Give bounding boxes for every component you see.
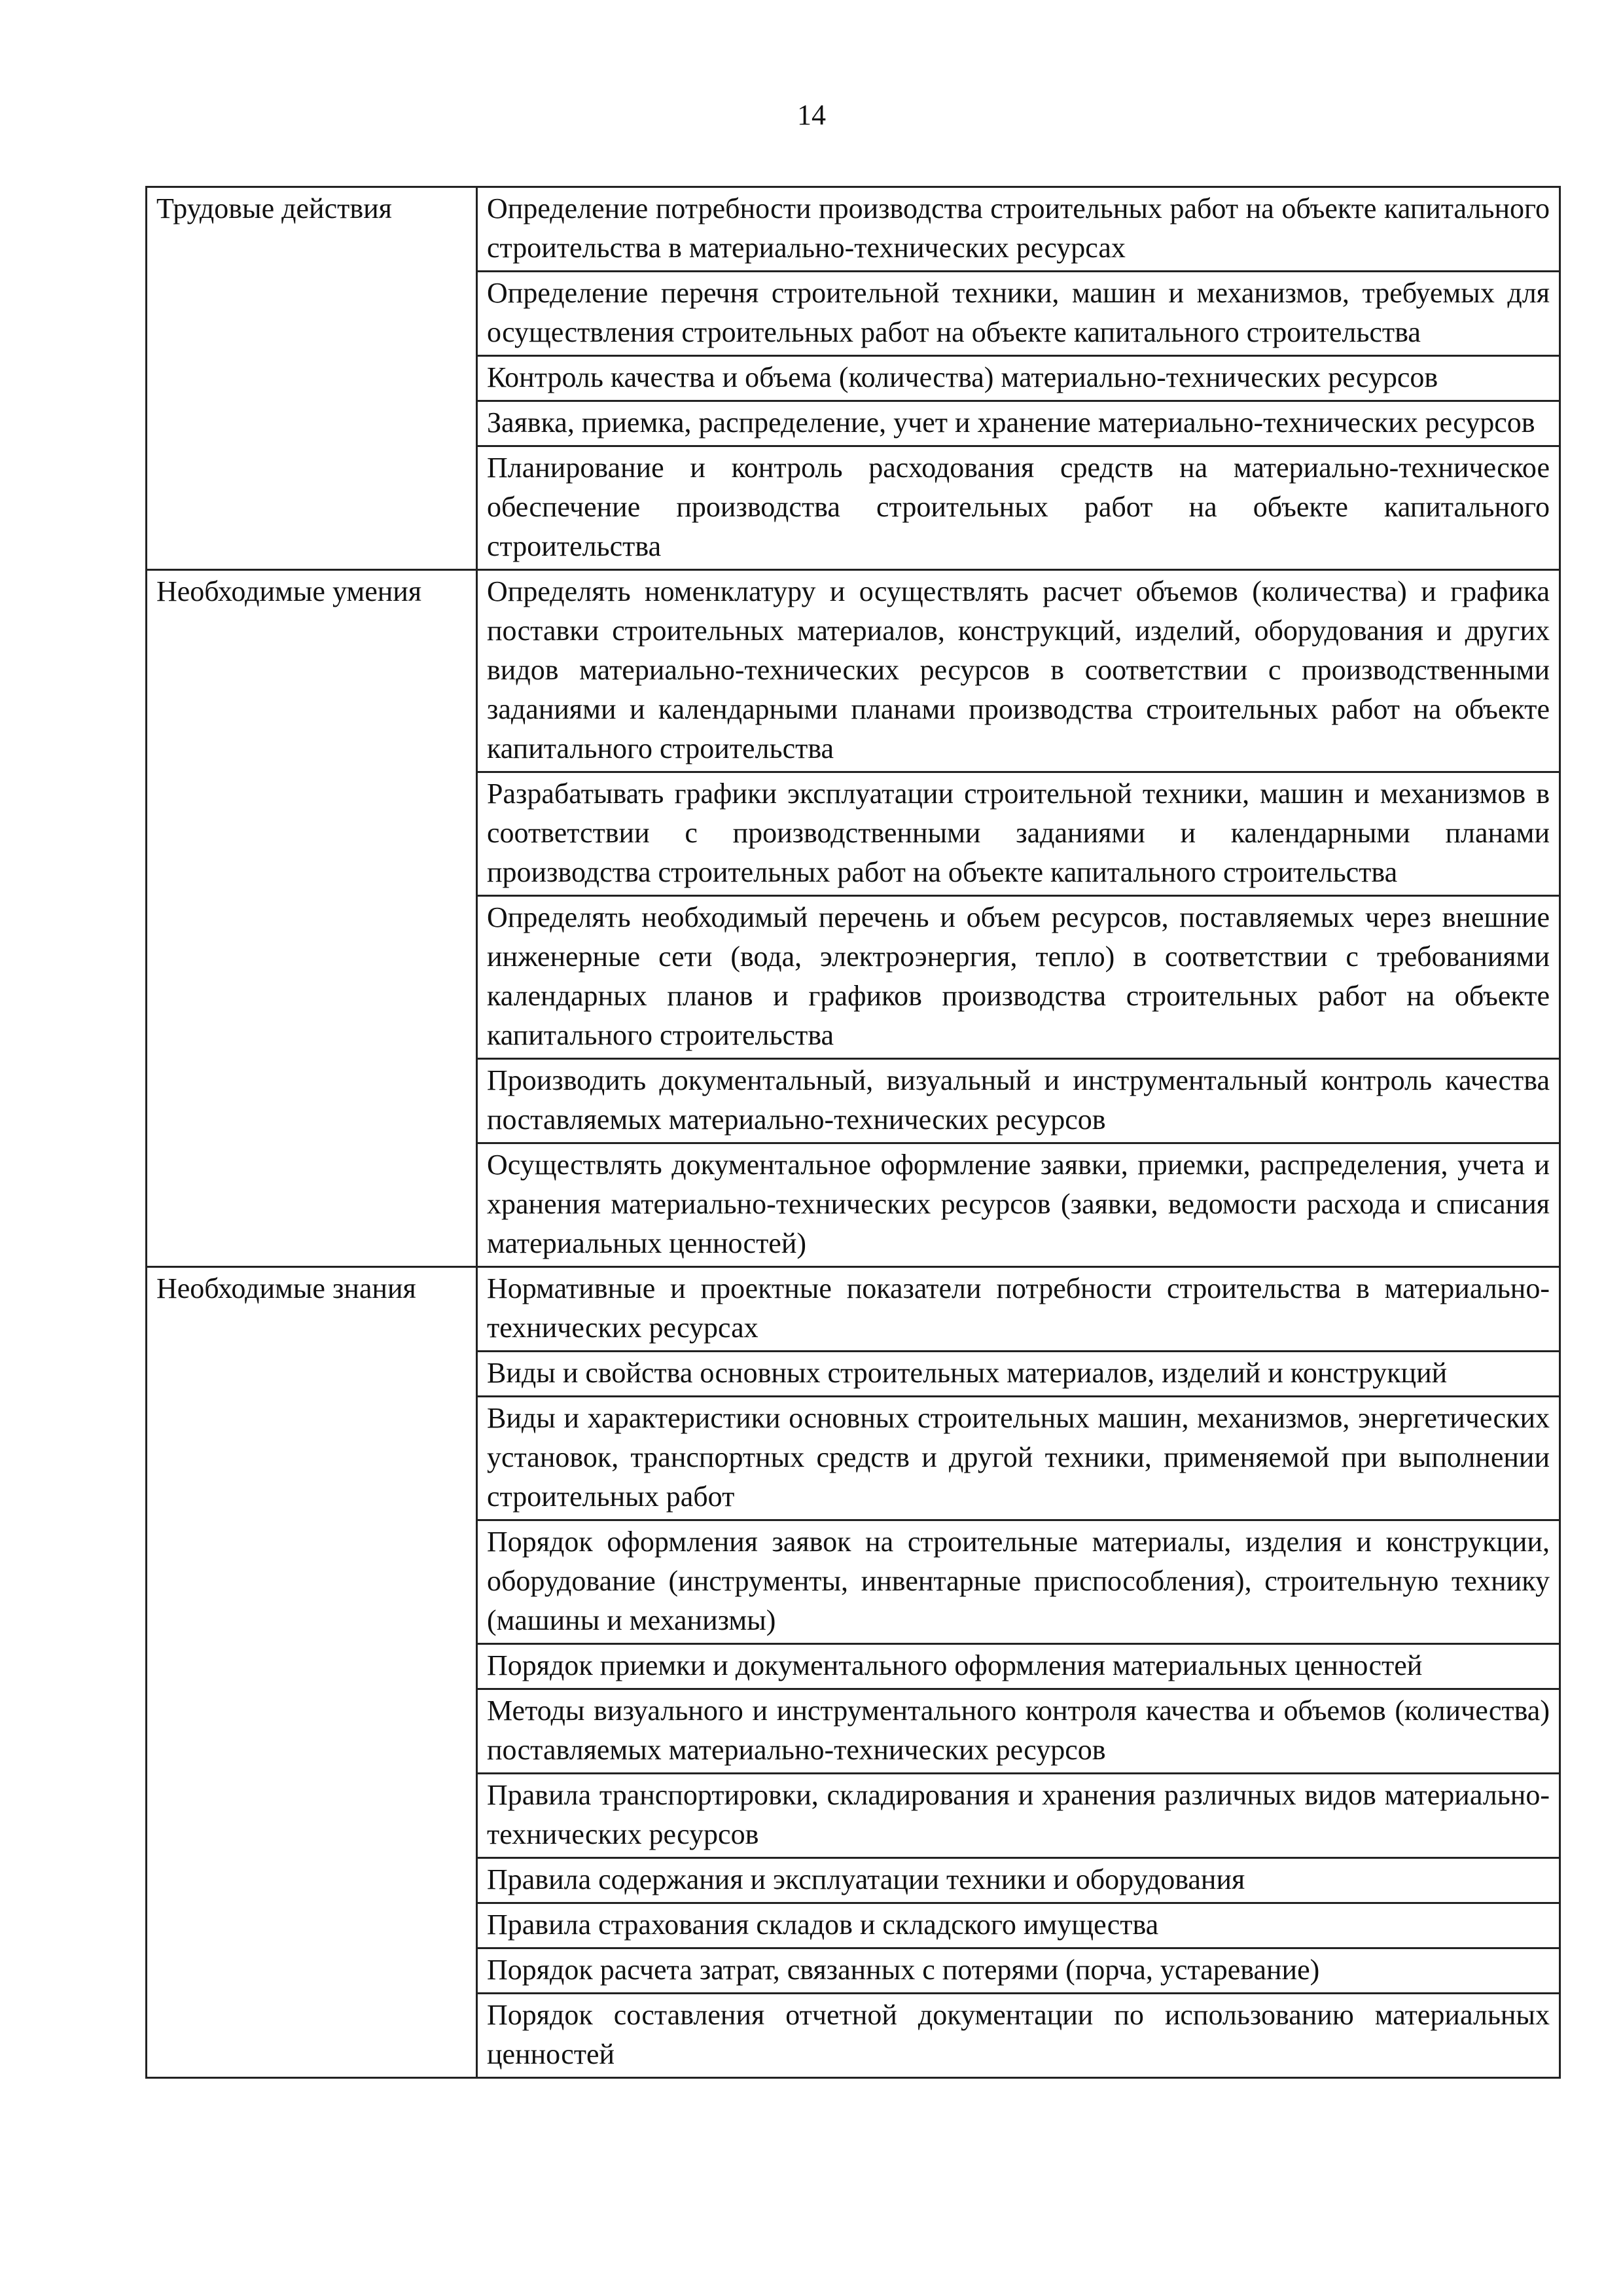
section-item: Планирование и контроль расходования средств на материально-техническое обеспечение производства строительных работ на объекте капитального строительства	[477, 446, 1560, 570]
section-item: Виды и характеристики основных строительных машин, механизмов, энергетических установок, транспортных средств и другой техники, применяемой при выполнении строительных работ	[477, 1397, 1560, 1520]
section-item: Порядок расчета затрат, связанных с потерями (порча, устаревание)	[477, 1948, 1560, 1994]
section-item: Правила содержания и эксплуатации техники и оборудования	[477, 1858, 1560, 1903]
section-item: Осуществлять документальное оформление заявки, приемки, распределения, учета и хранения материально-технических ресурсов (заявки, ведомости расхода и списания материальных ценностей)	[477, 1143, 1560, 1267]
section-item: Определять необходимый перечень и объем ресурсов, поставляемых через внешние инженерные сети (вода, электроэнергия, тепло) в соответствии с требованиями календарных планов и графиков производства строительных работ на объекте капитального строительства	[477, 896, 1560, 1059]
section-item: Порядок составления отчетной документации по использованию материальных ценностей	[477, 1994, 1560, 2078]
section-item: Виды и свойства основных строительных материалов, изделий и конструкций	[477, 1352, 1560, 1397]
section-item: Нормативные и проектные показатели потребности строительства в материально-технических ресурсах	[477, 1267, 1560, 1352]
section-item: Определение потребности производства строительных работ на объекте капитального строительства в материально-технических ресурсах	[477, 187, 1560, 272]
section-item: Правила страхования складов и складского имущества	[477, 1903, 1560, 1948]
section-item: Порядок оформления заявок на строительные материалы, изделия и конструкции, оборудование (инструменты, инвентарные приспособления), строительную технику (машины и механизмы)	[477, 1520, 1560, 1644]
table-row	[147, 570, 1560, 772]
competency-table	[145, 186, 1561, 2079]
section-item: Разрабатывать графики эксплуатации строительной техники, машин и механизмов в соответствии с производственными заданиями и календарными планами производства строительных работ на объекте капитального строительства	[477, 772, 1560, 896]
section-label: Трудовые действия	[147, 187, 477, 570]
section-item: Правила транспортировки, складирования и хранения различных видов материально-технических ресурсов	[477, 1774, 1560, 1858]
section-item: Методы визуального и инструментального контроля качества и объемов (количества) поставляемых материально-технических ресурсов	[477, 1689, 1560, 1774]
page-number: 14	[797, 99, 826, 131]
section-item: Определять номенклатуру и осуществлять расчет объемов (количества) и графика поставки строительных материалов, конструкций, изделий, оборудования и других видов материально-технических ресурсов в соответствии с производственными заданиями и календарными планами производства строительных работ на объекте капитального строительства	[477, 570, 1560, 772]
section-item: Заявка, приемка, распределение, учет и хранение материально-технических ресурсов	[477, 401, 1560, 446]
section-item: Определение перечня строительной техники, машин и механизмов, требуемых для осуществления строительных работ на объекте капитального строительства	[477, 272, 1560, 356]
table-row	[147, 1267, 1560, 1352]
section-item: Контроль качества и объема (количества) материально-технических ресурсов	[477, 356, 1560, 401]
section-item: Производить документальный, визуальный и инструментальный контроль качества поставляемых материально-технических ресурсов	[477, 1059, 1560, 1143]
section-item: Порядок приемки и документального оформления материальных ценностей	[477, 1644, 1560, 1689]
table-body	[147, 187, 1560, 2078]
table-row	[147, 187, 1560, 272]
section-label: Необходимые умения	[147, 570, 477, 1267]
section-label: Необходимые знания	[147, 1267, 477, 2078]
